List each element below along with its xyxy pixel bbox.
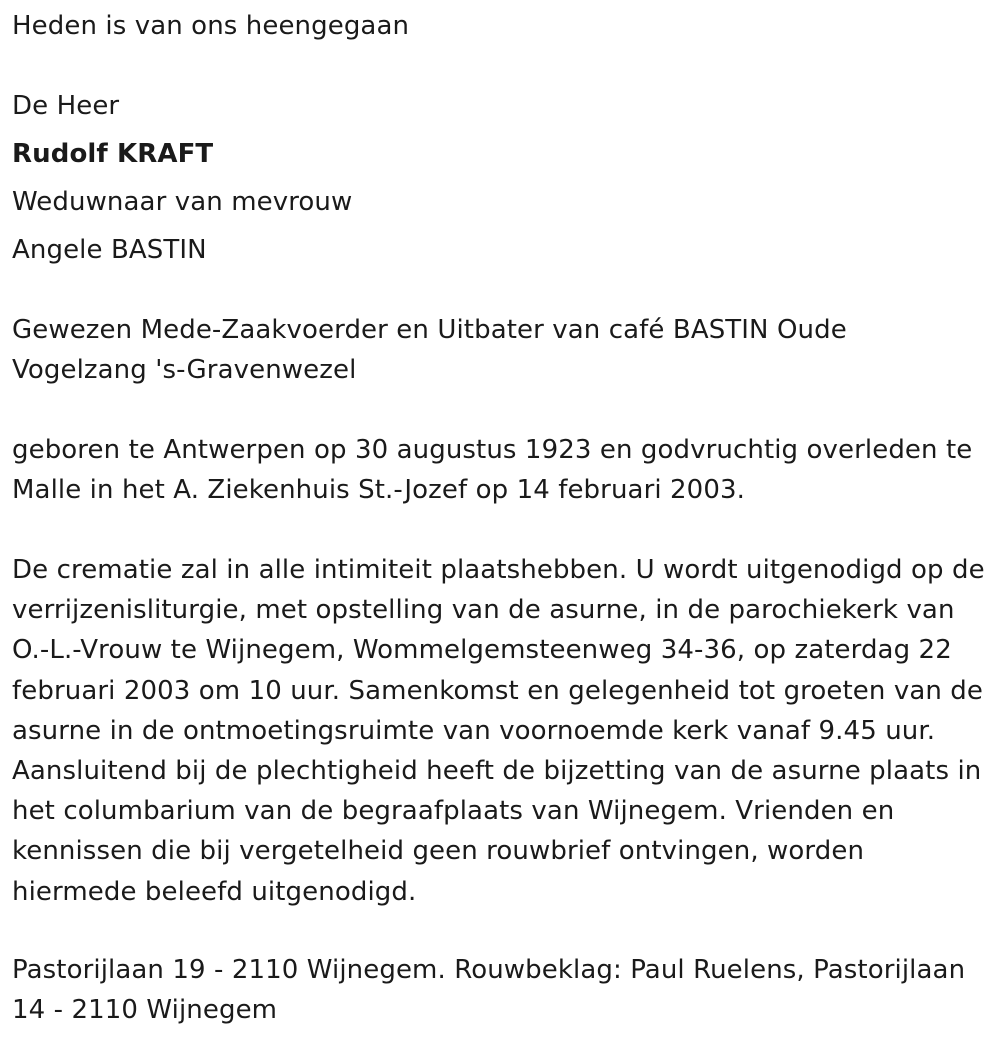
spouse-name: Angele BASTIN: [12, 235, 207, 265]
intro-line: Heden is van ons heengegaan: [12, 11, 410, 41]
ceremony-paragraph: De crematie zal in alle intimiteit plaatshebben. U wordt uitgenodigd op de verrijzenisliturgie, met opstelling van de asurne, in de parochiekerk van O.-L.-Vrouw te Wijnegem, Wommelgemsteenweg 34-36, op zaterdag 22 februari 2003 om 10 uur. Samenkomst en gelegenheid tot groeten van de asurne in de ontmoetingsruimte van voornoemde kerk vanaf 9.45 uur. Aansluitend bij de plechtigheid heeft de bijzetting van de asurne plaats in het columbarium van de begraafplaats van Wijnegem. Vrienden en kennissen die bij vergetelheid geen rouwbrief ontvingen, worden hiermede beleefd uitgenodigd.: [12, 555, 985, 907]
deceased-name: Rudolf KRAFT: [12, 139, 214, 169]
address-paragraph: Pastorijlaan 19 - 2110 Wijnegem. Rouwbeklag: Paul Ruelens, Pastorijlaan 14 - 2110 Wijnegem: [12, 955, 966, 1026]
birth-death-paragraph: geboren te Antwerpen op 30 augustus 1923 en godvruchtig overleden te Malle in het A. Ziekenhuis St.-Jozef op 14 februari 2003.: [12, 435, 973, 506]
widower-label: Weduwnaar van mevrouw: [12, 187, 353, 217]
salutation: De Heer: [12, 91, 120, 121]
occupation-paragraph: Gewezen Mede-Zaakvoerder en Uitbater van café BASTIN Oude Vogelzang 's-Gravenwezel: [12, 315, 847, 386]
